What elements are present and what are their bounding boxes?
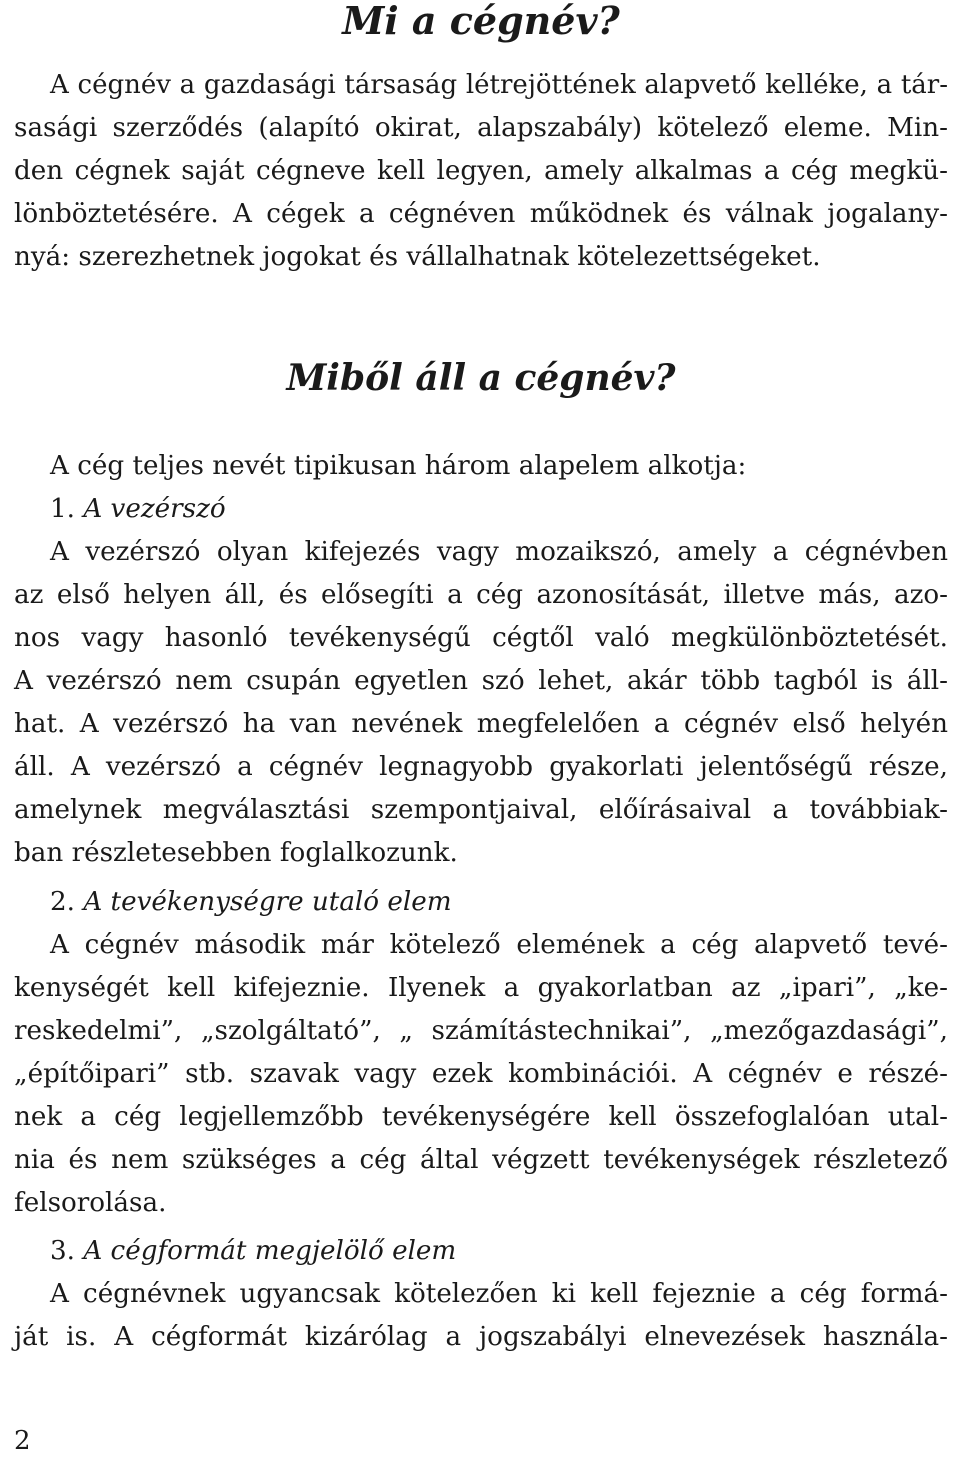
- item-number: 3.: [50, 1236, 84, 1266]
- item-heading: A vezérszó: [83, 494, 226, 524]
- item-heading: A tevékenységre utaló elem: [83, 887, 452, 917]
- text-line: A vezérszó nem csupán egyetlen szó lehet, akár több tagból is áll-: [14, 666, 948, 696]
- item-heading-line: [14, 488, 948, 531]
- text-line: felsorolása.: [14, 1188, 167, 1218]
- text-line: A vezérszó olyan kifejezés vagy mozaikszó, amely a cégnévben: [50, 537, 948, 567]
- text-line: nek a cég legjellemzőbb tevékenységére kell összefoglalóan utal-: [14, 1102, 948, 1132]
- text-line: kenységét kell kifejeznie. Ilyenek a gyakorlatban az „ipari”, „ke-: [14, 973, 948, 1003]
- text-line: A cégnév a gazdasági társaság létrejöttének alapvető kelléke, a tár-: [50, 70, 948, 100]
- text-line: nos vagy hasonló tevékenységű cégtől való megkülönböztetését.: [14, 623, 948, 653]
- lead-paragraph: [14, 445, 948, 488]
- text-line: nyá: szerezhetnek jogokat és vállalhatnak kötelezettségeket.: [14, 242, 821, 272]
- text-line: sasági szerződés (alapító okirat, alapszabály) kötelező eleme. Min-: [14, 113, 948, 143]
- text-line: ban részletesebben foglalkozunk.: [14, 838, 458, 868]
- item-vezerszo: [14, 488, 948, 875]
- item-heading-line: [14, 881, 948, 924]
- text-line: nia és nem szükséges a cég által végzett tevékenységek részletező: [14, 1145, 948, 1175]
- item-number: 2.: [50, 887, 84, 917]
- page-number: 2: [14, 1426, 31, 1456]
- intro-paragraph: [14, 64, 948, 279]
- text-line: amelynek megválasztási szempontjaival, előírásaival a továbbiak-: [14, 795, 948, 825]
- item-cegforma: [14, 1230, 948, 1359]
- text-line: áll. A vezérszó a cégnév legnagyobb gyakorlati jelentőségű része,: [14, 752, 948, 782]
- item-heading: A cégformát megjelölő elem: [83, 1236, 457, 1266]
- item-number: 1.: [50, 494, 84, 524]
- item-heading-line: [14, 1230, 948, 1273]
- section-subtitle: Miből áll a cégnév?: [286, 357, 676, 399]
- text-line: reskedelmi”, „szolgáltató”, „ számítástechnikai”, „mezőgazdasági”,: [14, 1016, 948, 1046]
- text-line: lönböztetésére. A cégek a cégnéven működnek és válnak jogalany-: [14, 199, 948, 229]
- text-line: den cégnek saját cégneve kell legyen, amely alkalmas a cég megkü-: [14, 156, 948, 186]
- text-line: hat. A vezérszó ha van nevének megfelelően a cégnév első helyén: [14, 709, 948, 739]
- lead-text: A cég teljes nevét tipikusan három alapelem alkotja:: [50, 451, 747, 481]
- document-page: [14, 0, 948, 1352]
- text-line: „építőipari” stb. szavak vagy ezek kombinációi. A cégnév e részé-: [14, 1059, 948, 1089]
- text-line: A cégnévnek ugyancsak kötelezően ki kell fejeznie a cég formá-: [50, 1279, 948, 1309]
- text-line: ját is. A cégformát kizárólag a jogszabályi elnevezések használa-: [14, 1322, 948, 1352]
- text-line: az első helyen áll, és elősegíti a cég azonosítását, illetve más, azo-: [14, 580, 948, 610]
- text-line: A cégnév második már kötelező elemének a cég alapvető tevé-: [50, 930, 948, 960]
- page-title: Mi a cégnév?: [342, 0, 620, 43]
- item-tevekenyseg: [14, 881, 948, 1225]
